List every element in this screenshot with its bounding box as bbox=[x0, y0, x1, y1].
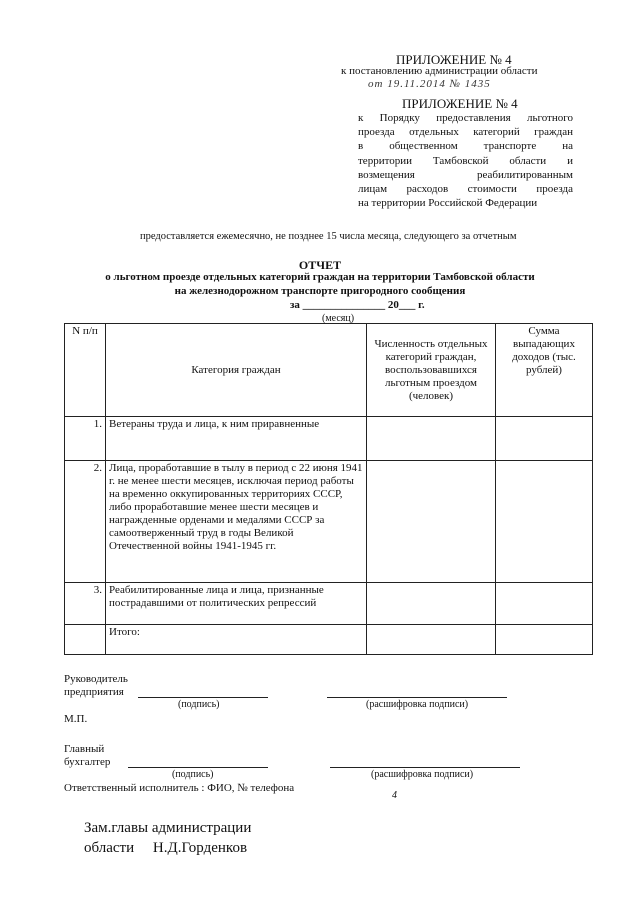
head-signature-hint: (подпись) bbox=[178, 699, 220, 710]
total-label: Итого: bbox=[106, 625, 367, 655]
accountant-label-line1: Главный bbox=[64, 743, 105, 755]
row-num: 2. bbox=[65, 461, 106, 583]
head-decode-line[interactable] bbox=[327, 697, 507, 698]
row-count[interactable] bbox=[367, 461, 496, 583]
report-title: ОТЧЕТ bbox=[298, 258, 342, 272]
report-period: за _______________ 20___ г. bbox=[290, 299, 425, 311]
head-decode-hint: (расшифровка подписи) bbox=[366, 699, 469, 710]
month-hint: (месяц) bbox=[322, 313, 355, 324]
row-count[interactable] bbox=[367, 583, 496, 625]
row-sum[interactable] bbox=[496, 417, 593, 461]
appendix2-line: на территории Российской Федерации bbox=[358, 197, 538, 210]
table-row bbox=[65, 417, 593, 461]
appendix2-line: территории Тамбовской области и bbox=[358, 154, 573, 167]
head-signature-line[interactable] bbox=[138, 697, 268, 698]
head-label-line1: Руководитель bbox=[64, 673, 128, 685]
header-sum: Сумма выпадающих доходов (тыс. рублей) bbox=[496, 324, 593, 417]
appendix1-subtitle: к постановлению администрации области bbox=[341, 65, 538, 77]
report-subtitle-line2: на железнодорожном транспорте пригородного сообщения bbox=[174, 285, 466, 297]
appendix2-line: в общественном транспорте на bbox=[358, 140, 573, 153]
appendix2-title: ПРИЛОЖЕНИЕ № 4 bbox=[402, 96, 518, 111]
row-num: 1. bbox=[65, 417, 106, 461]
row-num: 3. bbox=[65, 583, 106, 625]
seal-label: М.П. bbox=[64, 713, 88, 725]
submission-note: предоставляется ежемесячно, не позднее 15 числа месяца, следующего за отчетным bbox=[140, 231, 517, 242]
total-sum[interactable] bbox=[496, 625, 593, 655]
report-table bbox=[64, 323, 593, 655]
table-header-row bbox=[65, 324, 593, 417]
header-category: Категория граждан bbox=[106, 324, 367, 417]
header-count: Численность отдельных категорий граждан, воспользовавшихся льготным проездом (человек) bbox=[367, 324, 496, 417]
report-subtitle-line1: о льготном проезде отдельных категорий граждан на территории Тамбовской области bbox=[105, 271, 535, 283]
deputy-title: Зам.главы администрации bbox=[84, 820, 252, 836]
row-category: Лица, проработавшие в тылу в период с 22 июня 1941 г. не менее шести месяцев, исключая период работы на временно оккупированных территориях СССР, либо проработавшие менее шести месяцев и награжденные орденами и медалями СССР за самоотверженный труд в годы Великой Отечественной войны 1941-1945 гг. bbox=[106, 461, 367, 583]
row-category: Реабилитированные лица и лица, признанные пострадавшими от политических репрессий bbox=[106, 583, 367, 625]
appendix2-line: возмещения реабилитированным bbox=[358, 168, 573, 181]
handwritten-date-number: от 19.11.2014 № 1435 bbox=[368, 78, 491, 90]
appendix2-line: к Порядку предоставления льготного bbox=[358, 112, 573, 124]
accountant-signature-hint: (подпись) bbox=[172, 769, 214, 780]
accountant-decode-line[interactable] bbox=[330, 767, 520, 768]
total-num bbox=[65, 625, 106, 655]
accountant-label-line2: бухгалтер bbox=[64, 756, 111, 768]
total-count[interactable] bbox=[367, 625, 496, 655]
page-mark: 4 bbox=[392, 790, 397, 801]
table-row bbox=[65, 583, 593, 625]
appendix2-description bbox=[358, 111, 573, 210]
responsible-label: Ответственный исполнитель : ФИО, № телефона bbox=[64, 782, 295, 794]
table-total-row bbox=[65, 625, 593, 655]
accountant-signature-line[interactable] bbox=[128, 767, 268, 768]
appendix1-title: ПРИЛОЖЕНИЕ № 4 bbox=[396, 52, 512, 67]
table-row bbox=[65, 461, 593, 583]
head-label-line2: предприятия bbox=[64, 686, 124, 698]
row-count[interactable] bbox=[367, 417, 496, 461]
row-category: Ветераны труда и лица, к ним приравненные bbox=[106, 417, 367, 461]
header-num: N п/п bbox=[65, 324, 106, 417]
row-sum[interactable] bbox=[496, 583, 593, 625]
accountant-decode-hint: (расшифровка подписи) bbox=[371, 769, 474, 780]
row-sum[interactable] bbox=[496, 461, 593, 583]
appendix2-line: проезда отдельных категорий граждан bbox=[358, 126, 573, 139]
appendix2-line: лицам расходов стоимости проезда bbox=[358, 183, 573, 196]
deputy-name: области Н.Д.Горденков bbox=[84, 840, 248, 856]
